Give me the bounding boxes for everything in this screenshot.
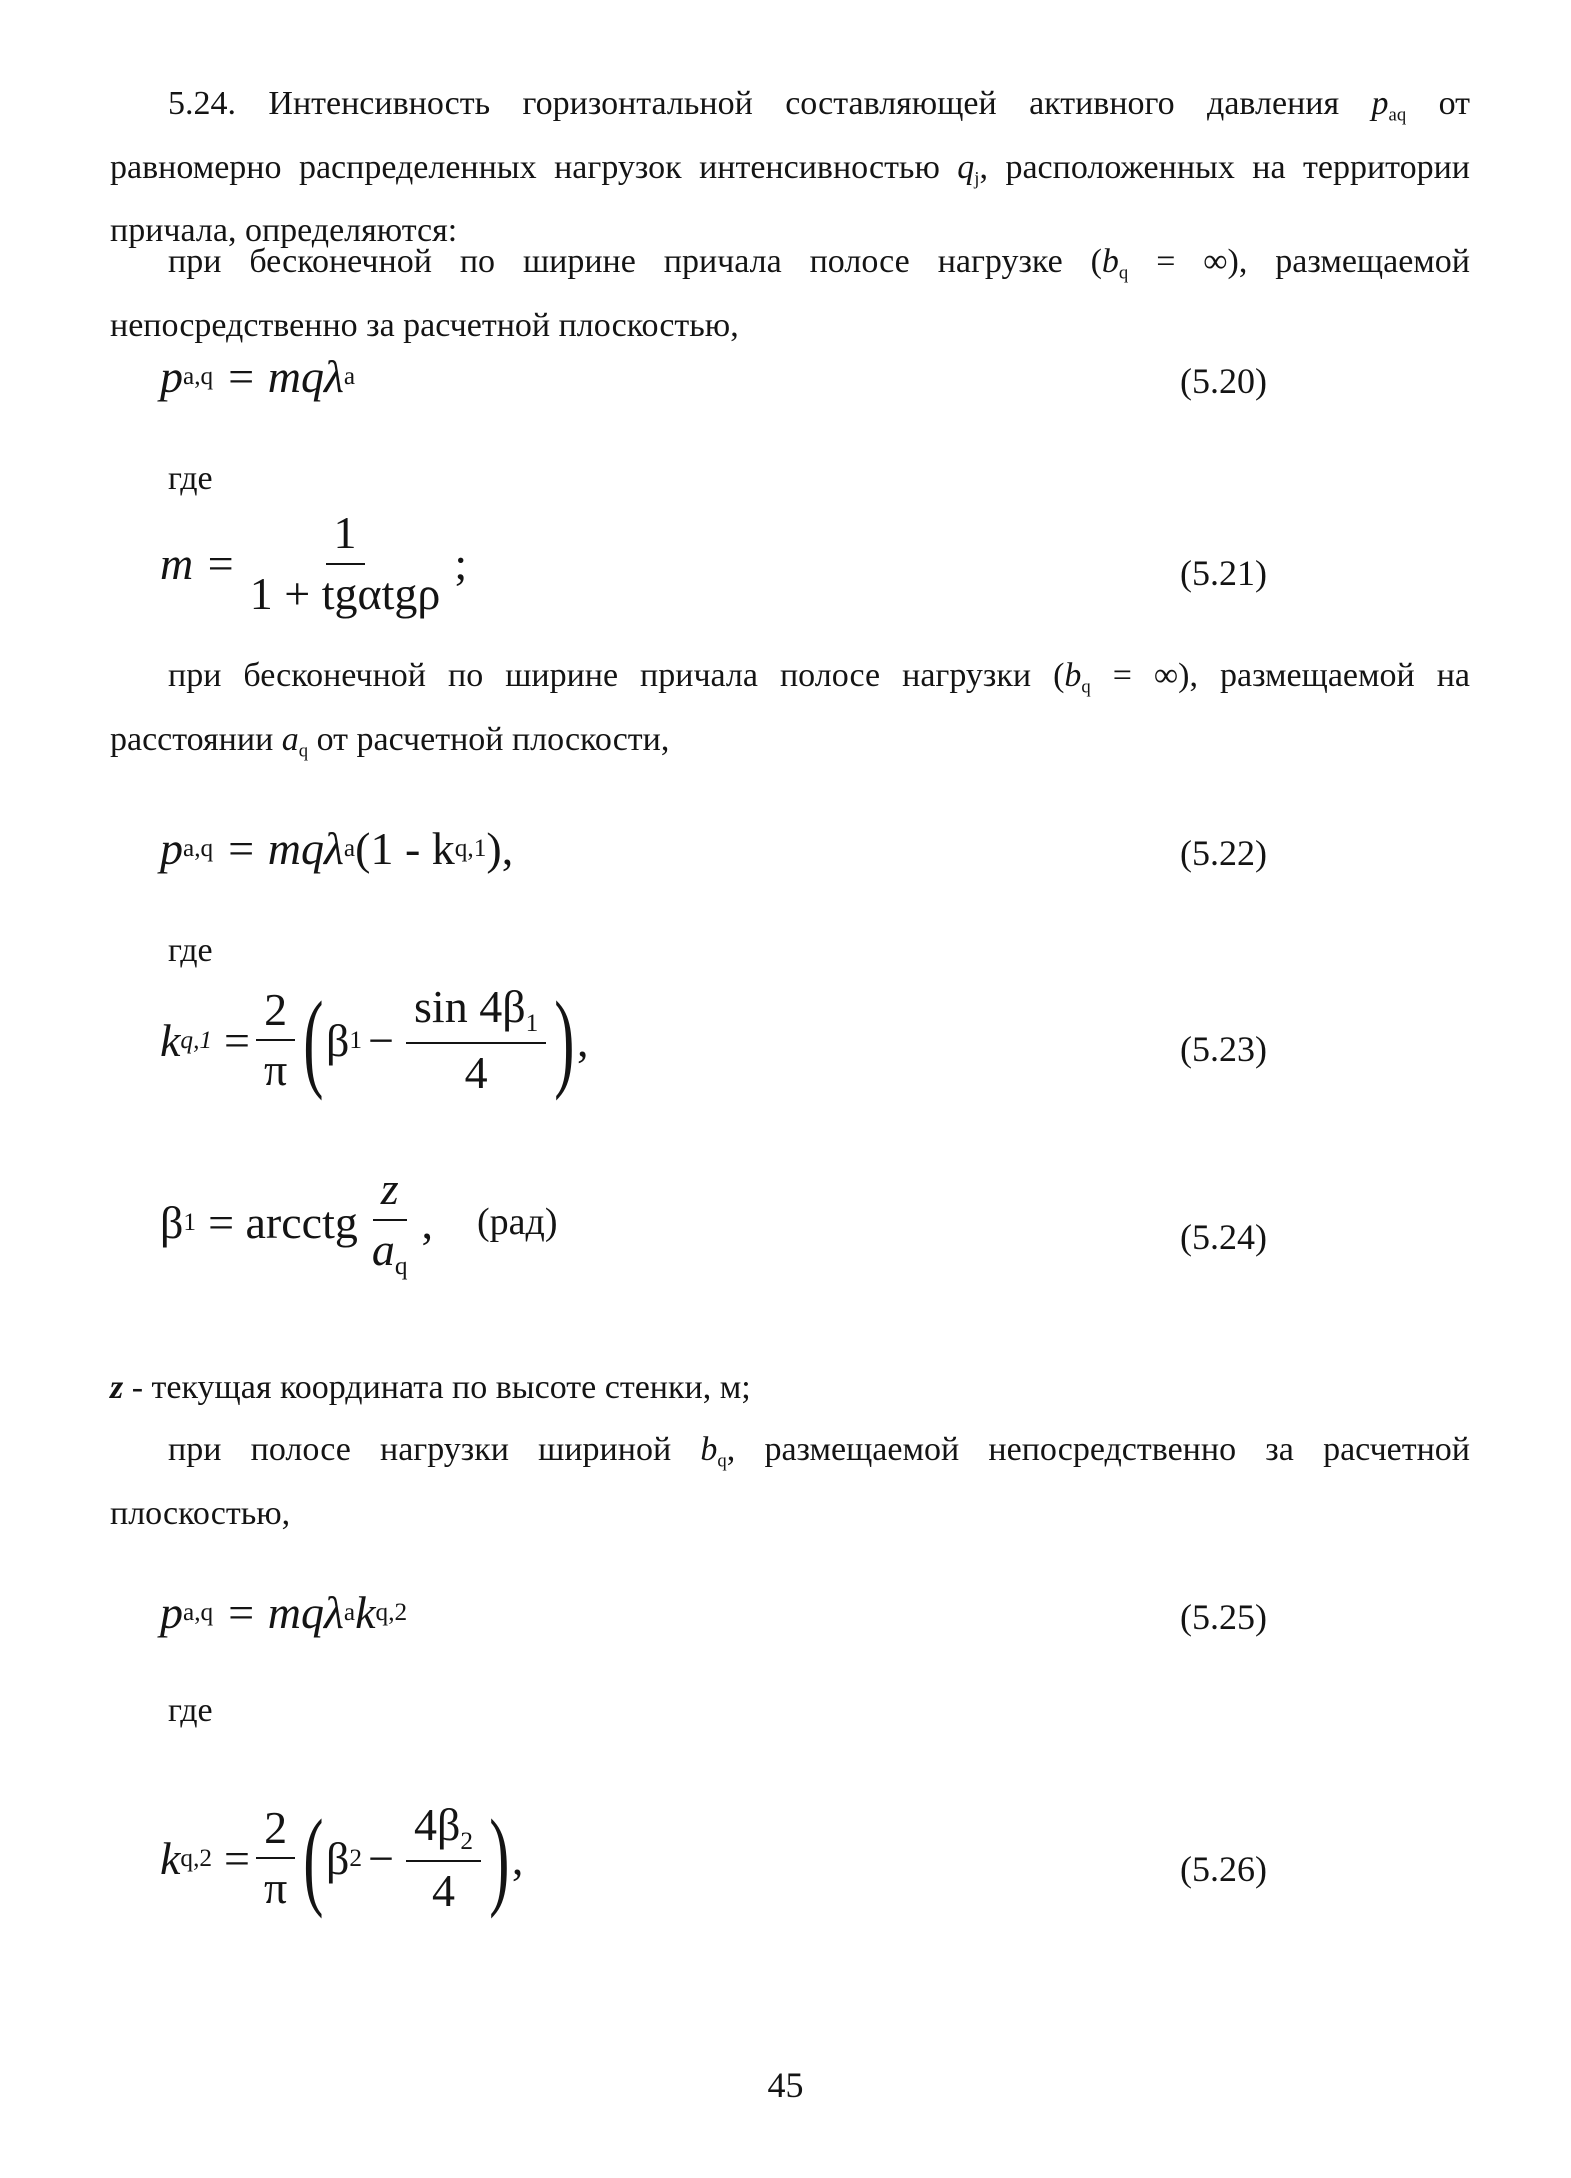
fraction-denominator: [364, 1221, 416, 1281]
page-number: 45: [767, 2065, 804, 2105]
equation-5-21: [160, 508, 467, 619]
fraction-coefficient: [256, 1803, 295, 1914]
eq-rhs: = mqλ: [225, 351, 344, 402]
fraction-numerator: [406, 982, 546, 1044]
var-subscript: q: [717, 1450, 727, 1472]
eq-subscript: a,q: [183, 362, 214, 390]
fraction-inner: [406, 982, 546, 1098]
right-paren: ): [489, 1796, 510, 1919]
equation-number: (5.20): [1180, 361, 1267, 401]
var-subscript: aq: [1388, 104, 1407, 126]
var-b: b: [1101, 243, 1119, 280]
paragraph-text: от расчетной плоскости,: [308, 720, 670, 758]
paragraph-case-infinite-offset: [110, 650, 1470, 777]
eq-lhs: k: [160, 1832, 181, 1884]
where-label: где: [168, 932, 213, 969]
eq-lhs: β: [160, 1196, 184, 1248]
equation-number: (5.24): [1180, 1217, 1267, 1257]
eq-subscript: 1: [183, 1207, 197, 1236]
left-paren: (: [303, 978, 324, 1101]
eq-subscript: a,q: [183, 834, 214, 862]
var-b: b: [700, 1431, 718, 1468]
fraction-inner: [406, 1800, 481, 1916]
equation-number: (5.23): [1180, 1029, 1267, 1069]
inner-num-text: sin 4β: [414, 981, 526, 1032]
where-label: где: [168, 460, 213, 497]
eq-subscript: 1: [525, 1008, 539, 1037]
equation-5-22: [160, 822, 513, 875]
eq-subscript: 2: [349, 1843, 363, 1872]
paragraph-text: - текущая координата по высоте стенки, м;: [123, 1369, 751, 1406]
paragraph-text: при полосе нагрузки шириной: [168, 1431, 701, 1468]
fraction: [364, 1164, 416, 1280]
var-z: z: [110, 1369, 124, 1406]
eq-minus: −: [368, 1832, 395, 1884]
eq-subscript: q,1: [454, 834, 487, 862]
fraction-denominator: π: [264, 1862, 288, 1914]
eq-subscript: q: [394, 1251, 408, 1280]
equation-5-20: [160, 350, 355, 403]
var-subscript: q: [1118, 262, 1129, 284]
eq-tail: ,: [577, 1014, 589, 1066]
fraction-coefficient: [256, 985, 295, 1096]
fraction-numerator: z: [373, 1164, 407, 1221]
eq-subscript: 2: [460, 1826, 474, 1855]
eq-lhs: p: [160, 351, 183, 402]
equation-number: (5.21): [1180, 553, 1267, 593]
eq-rhs: (1 - k: [355, 823, 455, 874]
eq-beta: β: [326, 1014, 350, 1066]
paragraph-case-finite: [110, 1424, 1470, 1540]
eq-equals: =: [224, 1832, 250, 1884]
eq-subscript: q,2: [375, 1598, 408, 1626]
var-a: a: [281, 720, 299, 758]
equation-number: (5.25): [1180, 1597, 1267, 1637]
fraction-numerator: 2: [256, 985, 295, 1042]
eq-lhs: m =: [160, 538, 236, 590]
equation-5-26: [160, 1796, 524, 1919]
eq-equals: =: [224, 1014, 250, 1066]
eq-rhs: = mqλ: [225, 823, 344, 874]
fraction-denominator: 1 + tgαtgρ: [249, 567, 441, 619]
var-b: b: [1064, 657, 1082, 694]
paragraph-case-infinite-adjacent: [110, 236, 1470, 352]
eq-subscript: 1: [349, 1025, 363, 1054]
paragraph-z-definition: [110, 1362, 1470, 1414]
eq-rhs: = arcctg: [208, 1196, 358, 1248]
eq-subscript: q,1: [180, 1025, 213, 1054]
right-paren: ): [554, 978, 575, 1101]
eq-tail: ,: [421, 1196, 434, 1248]
eq-tail: ;: [454, 538, 468, 590]
var-subscript: j: [974, 168, 980, 190]
eq-subscript: a,q: [183, 1598, 214, 1626]
fraction-denominator: 4: [432, 1864, 456, 1916]
var-subscript: q: [298, 740, 309, 762]
paragraph-text: при бесконечной по ширине причала полосе нагрузке (: [168, 243, 1102, 280]
eq-minus: −: [368, 1014, 395, 1066]
equation-5-24: [160, 1164, 558, 1280]
paragraph-text: , расположенных на территории причала, определяются:: [110, 148, 1470, 250]
fraction: [242, 508, 449, 619]
equation-5-23: [160, 978, 589, 1101]
eq-subscript: a: [343, 362, 356, 390]
paragraph-text: 5.24. Интенсивность горизонтальной составляющей активного давления: [168, 85, 1372, 122]
eq-subscript: q,2: [180, 1843, 213, 1872]
fraction-numerator: [406, 1800, 481, 1862]
fraction-numerator: 2: [256, 1803, 295, 1860]
eq-subscript: a: [343, 1598, 356, 1626]
eq-beta: β: [326, 1832, 350, 1884]
eq-lhs: k: [160, 1014, 181, 1066]
eq-subscript: a: [343, 834, 356, 862]
eq-lhs: p: [160, 1587, 183, 1638]
eq-tail: ,: [511, 1832, 524, 1884]
var-p: p: [1371, 85, 1389, 122]
paragraph-text: = ∞), размещаемой на расстоянии: [110, 657, 1470, 758]
equation-number: (5.22): [1180, 833, 1267, 873]
eq-lhs: p: [160, 823, 183, 874]
paragraph-text: от равномерно распределенных нагрузок интенсивностью: [110, 85, 1470, 186]
eq-unit: (рад): [477, 1201, 558, 1244]
eq-rhs: = mqλ: [225, 1587, 344, 1638]
paragraph-intro: [110, 78, 1470, 257]
eq-rhs: k: [355, 1587, 376, 1638]
fraction-denominator: π: [264, 1044, 288, 1096]
where-label: где: [168, 1692, 213, 1729]
equation-number: (5.26): [1180, 1849, 1267, 1889]
eq-rhs: ),: [486, 823, 514, 874]
paragraph-text: = ∞), размещаемой непосредственно за расчетной плоскостью,: [110, 243, 1470, 344]
equation-5-25: [160, 1586, 407, 1639]
fraction-denominator: 4: [464, 1046, 488, 1098]
den-text: a: [371, 1223, 395, 1275]
paragraph-text: при бесконечной по ширине причала полосе нагрузки (: [168, 657, 1065, 694]
var-q: q: [957, 148, 975, 186]
fraction-numerator: 1: [326, 508, 365, 565]
paragraph-text: , размещаемой непосредственно за расчетной плоскостью,: [110, 1431, 1471, 1532]
left-paren: (: [303, 1796, 324, 1919]
var-subscript: q: [1081, 676, 1091, 698]
inner-num-text: 4β: [414, 1799, 461, 1850]
